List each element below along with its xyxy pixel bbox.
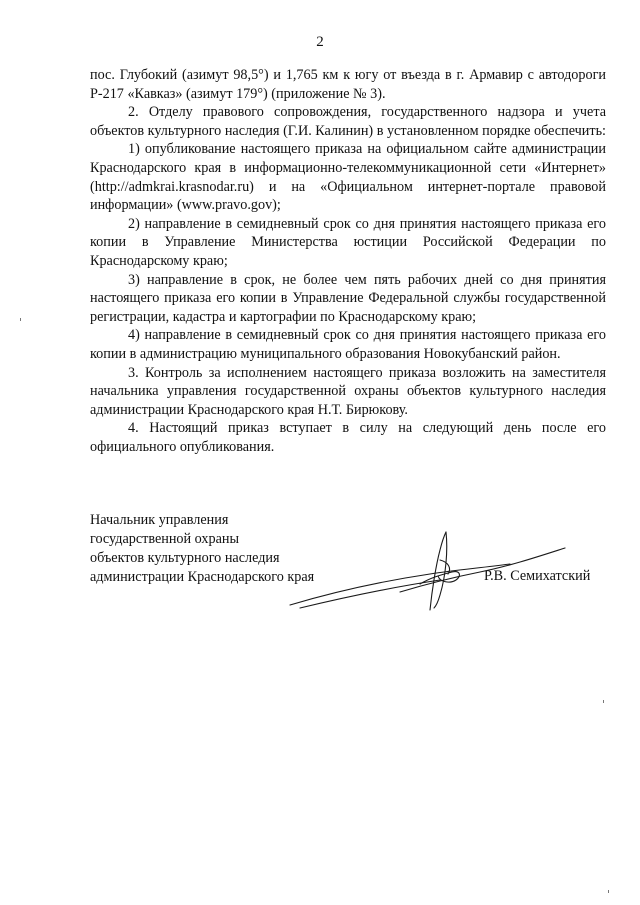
signatory-title-line: государственной охраны	[90, 531, 240, 547]
paragraph-location: пос. Глубокий (азимут 98,5°) и 1,765 км к югу от въезда в г. Армавир с автодороги Р-217 «Кавказ» (азимут 179°) (приложение № 3).	[90, 67, 606, 102]
signatory-name: Р.В. Семихатский	[484, 568, 591, 584]
signatory-title-line: Начальник управления	[90, 512, 229, 528]
paragraph-item-4: 4. Настоящий приказ вступает в силу на следующий день после его официального опубликования.	[90, 420, 606, 455]
paragraph-item-3: 3. Контроль за исполнением настоящего приказа возложить на заместителя начальника управления государственной охраны объектов культурного наследия администрации Краснодарского края Н.Т. Бирюкову.	[90, 364, 606, 418]
paragraph-subitem-4: 4) направление в семидневный срок со дня принятия настоящего приказа его копии в администрацию муниципального образования Новокубанский район.	[90, 327, 606, 362]
paragraph-subitem-2: 2) направление в семидневный срок со дня принятия настоящего приказа его копии в Управление Министерства юстиции Российской Федерации по Краснодарскому краю;	[90, 215, 606, 269]
paragraph-subitem-1: 1) опубликование настоящего приказа на официальном сайте администрации Краснодарского края в информационно-телекоммуникационной сети «Интернет» (http://admkrai.krasnodar.ru) и на «Официальном интернет-портале правовой информации» (www.pravo.gov);	[90, 141, 606, 214]
document-body	[90, 66, 606, 456]
signatory-title-line: администрации Краснодарского края	[90, 569, 315, 585]
signatory-title-line: объектов культурного наследия	[90, 550, 280, 566]
paragraph-item-2: 2. Отделу правового сопровождения, государственного надзора и учета объектов культурного наследия (Г.И. Калинин) в установленном порядке обеспечить:	[90, 104, 606, 139]
paragraph-subitem-3: 3) направление в срок, не более чем пять рабочих дней со дня принятия настоящего приказа его копии в Управление Федеральной службы государственной регистрации, кадастра и картографии по Краснодарскому краю;	[90, 271, 606, 325]
scan-speck	[608, 890, 609, 893]
scan-speck	[20, 318, 21, 321]
page-number: 2	[316, 34, 324, 50]
scan-speck	[603, 700, 604, 703]
